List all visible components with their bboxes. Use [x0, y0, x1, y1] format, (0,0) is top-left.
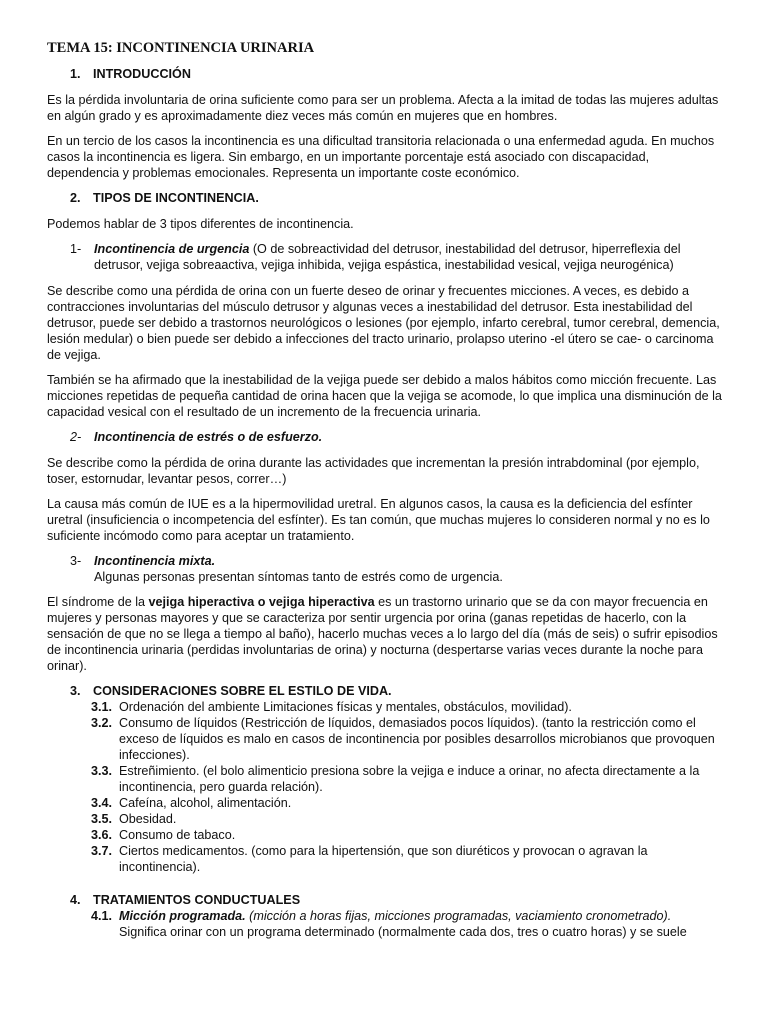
item-term: Incontinencia de urgencia [94, 242, 250, 256]
item-term: Incontinencia de estrés o de esfuerzo. [94, 430, 323, 444]
section-number: 3. [70, 684, 81, 698]
section-title: CONSIDERACIONES SOBRE EL ESTILO DE VIDA. [93, 684, 392, 698]
item-number: 3.6. [91, 828, 113, 842]
item-text: Ciertos medicamentos. (como para la hipertensión, que son diuréticos y provocan o agravan la incontinencia). [119, 844, 648, 874]
tipo-item-urgencia [47, 241, 723, 273]
tratamiento-item-miccion-programada [47, 908, 723, 940]
list-item [47, 715, 723, 763]
item-text: Ordenación del ambiente Limitaciones físicas y mentales, obstáculos, movilidad). [119, 700, 572, 714]
section-title: TIPOS DE INCONTINENCIA. [93, 191, 259, 205]
item-number: 3- [70, 554, 82, 568]
text-run: El síndrome de la [47, 595, 149, 609]
list-item [47, 699, 723, 715]
item-text: Consumo de tabaco. [119, 828, 236, 842]
section-heading-tratamientos [47, 892, 723, 908]
item-number: 3.7. [91, 844, 113, 858]
vejiga-hiperactiva-paragraph [47, 594, 723, 674]
text-run: es un trastorno urinario que se da con mayor frecuencia en mujeres y personas mayores y que se caracteriza por sentir urgencia por orina (ganas repetidas de hacerlo, con la sensación de que no se llega a tiempo al baño), hacerlo muchas veces a lo largo del día (más de seis) o sufrir episodios de incontinencia urinaria (perdidas involuntarias de orina) y nocturna (despertarse varias veces durante la noche para orinar). [47, 595, 718, 673]
tipo-item-mixta [47, 553, 723, 569]
item-term: Incontinencia mixta. [94, 554, 216, 568]
estres-paragraph-2: La causa más común de IUE es a la hipermovilidad uretral. En algunos casos, la causa es la deficiencia del esfínter uretral (insuficiencia o incompetencia del esfínter). Es tan común, que muchas mujeres lo consideren normal y no es lo suficiente incómodo como para aceptar un tratamiento. [47, 497, 710, 543]
item-number: 3.1. [91, 700, 113, 714]
document-title: TEMA 15: INCONTINENCIA URINARIA [47, 40, 315, 56]
item-text: Obesidad. [119, 812, 177, 826]
item-text: Consumo de líquidos (Restricción de líquidos, demasiados pocos líquidos). (tanto la restricción como el exceso de líquidos es malo en casos de incontinencia por posibles desarrollos microbianos que provoquen infecciones). [119, 716, 715, 762]
item-body [94, 241, 723, 273]
item-term: Micción programada. [119, 909, 246, 923]
item-number: 4.1. [91, 909, 113, 923]
urgencia-paragraph-1: Se describe como una pérdida de orina con un fuerte deseo de orinar y frecuentes micciones. A veces, es debido a contracciones involuntarias del músculo detrusor y algunas veces a inestabilidad del detrusor. Esta inestabilidad del detrusor, puede ser debido a trastornos neurológicos o lesiones (por ejemplo, infarto cerebral, tumor cerebral, demencia, lesión medular) o bien puede ser debido a infecciones del tracto urinario, prolapso uterino -el útero se cae- o carcinoma de vejiga. [47, 284, 720, 362]
item-number: 3.2. [91, 716, 113, 730]
item-number: 3.5. [91, 812, 113, 826]
list-item [47, 827, 723, 843]
item-parenthetical: (micción a horas fijas, micciones programadas, vaciamiento cronometrado). [245, 909, 672, 923]
item-text: Cafeína, alcohol, alimentación. [119, 796, 292, 810]
mixta-note: Algunas personas presentan síntomas tanto de estrés como de urgencia. [94, 570, 503, 584]
item-body [119, 908, 723, 940]
section-number: 4. [70, 893, 81, 907]
item-number: 3.4. [91, 796, 113, 810]
section-number: 1. [70, 67, 81, 81]
section-heading-tipos [47, 190, 723, 206]
tipos-intro: Podemos hablar de 3 tipos diferentes de incontinencia. [47, 217, 354, 231]
list-item [47, 843, 723, 875]
list-item [47, 811, 723, 827]
section-title: TRATAMIENTOS CONDUCTUALES [93, 893, 301, 907]
item-text: Estreñimiento. (el bolo alimenticio presiona sobre la vejiga e induce a orinar, no afecta directamente a la incontinencia, pero guarda relación). [119, 764, 700, 794]
intro-paragraph-2: En un tercio de los casos la incontinencia es una dificultad transitoria relacionada o una enfermedad aguda. En muchos casos la incontinencia es ligera. Sin embargo, en un importante porcentaje está asociado con discapacidad, dependencia y problemas emocionales. Representa un importante coste económico. [47, 134, 715, 180]
estilo-vida-list [47, 699, 723, 875]
item-description: (O de sobreactividad del detrusor, inestabilidad del detrusor, hiperreflexia del detrusor, vejiga sobreaactiva, vejiga inhibida, vejiga espástica, inestabilidad vesical, vejiga neurogénica) [94, 242, 681, 272]
tipo-item-estres [47, 429, 723, 445]
item-number: 2- [70, 430, 82, 444]
intro-paragraph-1: Es la pérdida involuntaria de orina suficiente como para ser un problema. Afecta a la imitad de todas las mujeres adultas en algún grado y es aproximadamente diez veces más común en mujeres que en hombres. [47, 93, 719, 123]
item-text: Significa orinar con un programa determinado (normalmente cada dos, tres o cuatro horas) y se suele [119, 925, 687, 939]
bold-term: vejiga hiperactiva o vejiga hiperactiva [148, 595, 375, 609]
item-number: 1- [70, 242, 82, 256]
document-page [47, 40, 723, 940]
section-number: 2. [70, 191, 81, 205]
estres-paragraph-1: Se describe como la pérdida de orina durante las actividades que incrementan la presión intrabdominal (por ejemplo, toser, estornudar, levantar pesos, correr…) [47, 456, 700, 486]
item-number: 3.3. [91, 764, 113, 778]
section-heading-introduccion [47, 66, 723, 82]
section-heading-estilo-vida [47, 683, 723, 699]
list-item [47, 763, 723, 795]
section-title: INTRODUCCIÓN [93, 67, 191, 81]
list-item [47, 795, 723, 811]
urgencia-paragraph-2: También se ha afirmado que la inestabilidad de la vejiga puede ser debido a malos hábitos como micción frecuente. Las micciones repetidas de pequeña cantidad de orina hacen que la vejiga se acomode, lo que implica una disminución de la capacidad vesical con el resultado de un incremento de la frecuencia urinaria. [47, 373, 722, 419]
